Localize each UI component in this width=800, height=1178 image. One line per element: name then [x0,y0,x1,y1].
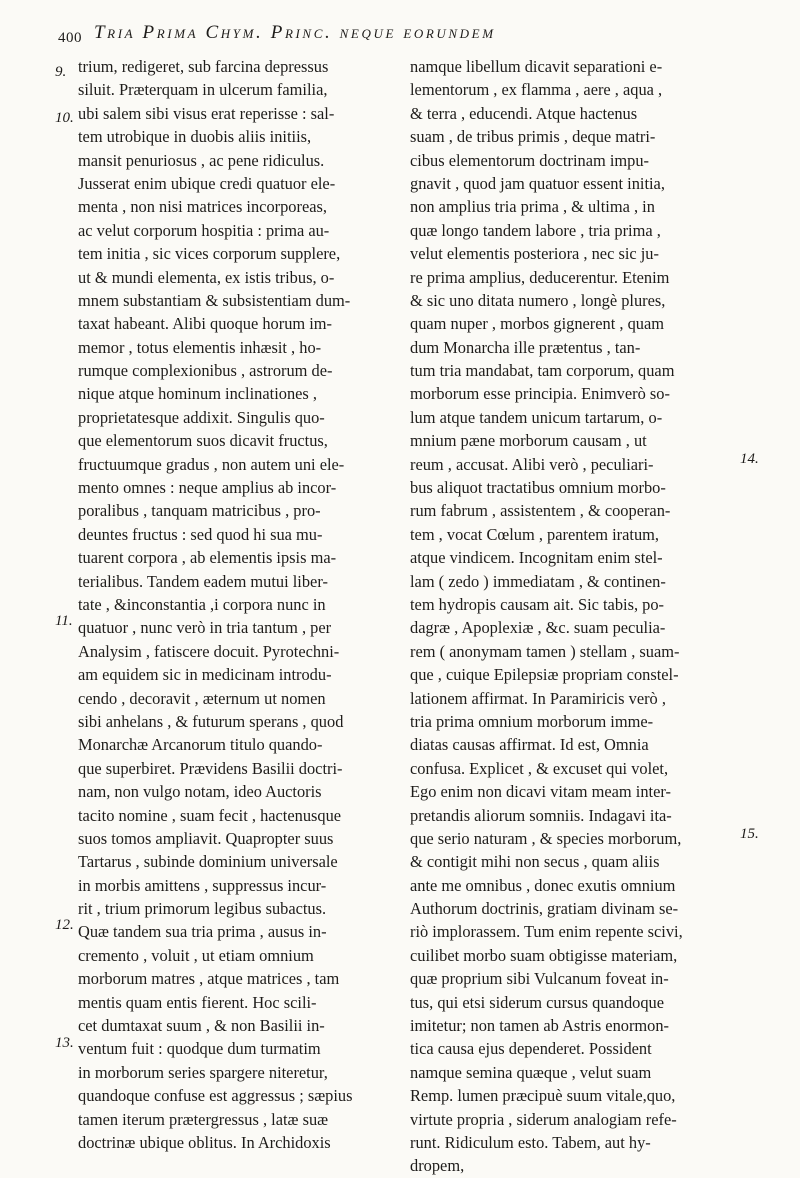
text-line: atque vindicem. Incognitam enim stel- [410,548,663,568]
text-line: confusa. Explicet , & excuset qui volet, [410,758,669,778]
text-line: tuarent corpora , ab elementis ipsis ma- [78,548,337,568]
margin-number: 14. [740,451,759,467]
text-line: morborum esse principia. Enimverò so- [410,384,670,404]
text-line: tate , &inconstantia ,i corpora nunc in [78,594,326,614]
text-line: Authorum doctrinis, gratiam divinam se- [410,899,679,919]
text-line: tamen iterum prætergressus , latæ suæ [78,1109,329,1129]
text-line: runt. Ridiculum esto. Tabem, aut hy- [410,1132,651,1152]
text-line: mentis quam entis fierent. Hoc scili- [78,992,317,1012]
text-line: namque semina quæque , velut suam [410,1062,652,1082]
text-line: riò implorassem. Tum enim repente scivi, [410,922,683,942]
text-line: quæ longo tandem labore , tria prima , [410,220,661,240]
text-line: cibus elementorum doctrinam impu- [410,150,649,170]
text-line: mnem substantiam & subsistentiam dum- [78,290,351,310]
text-line: ubi salem sibi visus erat reperisse : sal- [78,103,335,123]
right-text-column [410,55,728,1178]
margin-number: 15. [740,826,759,842]
text-line: terialibus. Tandem eadem mutui liber- [78,571,328,591]
margin-number: 9. [55,64,67,80]
text-line: quam nuper , morbos gignerent , quam [410,314,664,334]
text-line: tum tria mandabat, tam corporum, quam [410,361,675,381]
text-line: Remp. lumen præcipuè suum vitale,quo, [410,1086,676,1106]
page-number: 400 [58,30,82,46]
text-line: in morbis amittens , suppressus incur- [78,875,327,895]
text-line: tria prima omnium morborum imme- [410,711,654,731]
text-line: rem ( anonymam tamen ) stellam , suam- [410,641,680,661]
text-line: tem , vocat Cœlum , parentem iratum, [410,524,659,544]
text-line: rum fabrum , assistentem , & cooperan- [410,501,671,521]
text-line: memor , totus elementis inhæsit , ho- [78,337,322,357]
text-line: que , cuique Epilepsiæ propriam constel- [410,665,679,685]
text-line: ante me omnibus , donec exutis omnium [410,875,676,895]
text-line: ventum fuit : quodque dum turmatim [78,1039,321,1059]
text-line: mnium pæne morborum causam , ut [410,431,647,451]
text-line: velut elementis posteriora , nec sic ju- [410,244,659,264]
text-line: cendo , decoravit , æternum ut nomen [78,688,326,708]
text-line: non amplius tria prima , & ultima , in [410,197,655,217]
text-line: lationem affirmat. In Paramiricis verò , [410,688,666,708]
text-line: dagræ , Apoplexiæ , &c. suam peculia- [410,618,666,638]
text-line: imitetur; non tamen ab Astris enormon- [410,1016,670,1036]
text-line: que superbiret. Prævidens Basilii doctri- [78,758,343,778]
running-head: Tria Prima Chym. Princ. neque eorundem [94,22,496,43]
text-line: & terra , educendi. Atque hactenus [410,103,638,123]
text-line: fructuumque gradus , non autem uni ele- [78,454,345,474]
text-line: que serio naturam , & species morborum, [410,828,682,848]
text-line: mansit penuriosus , ac pene ridiculus. [78,150,325,170]
text-line: gnavit , quod jam quatuor essent initia, [410,173,665,193]
text-line: taxat habeant. Alibi quoque horum im- [78,314,332,334]
text-line: quandoque confuse est aggressus ; sæpius [78,1086,353,1106]
left-text-column [78,55,390,1154]
text-line: ut & mundi elementa, ex istis tribus, o- [78,267,335,287]
text-line: dum Monarcha ille prætentus , tan- [410,337,641,357]
text-line: lum atque tandem unicum tartarum, o- [410,407,663,427]
text-line: trium, redigeret, sub farcina depressus [78,57,329,76]
text-line: tem utrobique in duobis aliis initiis, [78,127,312,147]
text-line: Jusserat enim ubique credi quatuor ele- [78,173,336,193]
text-line: am equidem sic in medicinam introdu- [78,665,332,685]
text-line: proprietatesque addixit. Singulis quo- [78,407,325,427]
text-line: nam, non vulgo notam, ideo Auctoris [78,782,322,802]
text-line: rumque complexionibus , astrorum de- [78,361,333,381]
text-line: tacito nomine , suam fecit , hactenusque [78,805,342,825]
text-line: quatuor , nunc verò in tria tantum , per [78,618,332,638]
text-line: rit , trium primorum legibus subactus. [78,899,327,919]
text-line: pretandis aliorum somniis. Indagavi ita- [410,805,672,825]
text-line: deuntes fructus : sed quod hi sua mu- [78,524,323,544]
text-line: nique atque hominum inclinationes , [78,384,317,404]
text-line: namque libellum dicavit separationi e- [410,57,663,76]
text-line: dropem, [410,1156,465,1176]
text-line: Quæ tandem sua tria prima , ausus in- [78,922,327,942]
text-line: reum , accusat. Alibi verò , peculiari- [410,454,654,474]
text-line: tem hydropis causam ait. Sic tabis, po- [410,594,665,614]
text-line: que elementorum suos dicavit fructus, [78,431,328,451]
text-line: Analysim , fatiscere docuit. Pyrotechni- [78,641,340,661]
text-line: & sic uno ditata numero , longè plures, [410,290,666,310]
text-line: menta , non nisi matrices incorporeas, [78,197,327,217]
text-line: lam ( zedo ) immediatam , & continen- [410,571,666,591]
margin-number: 12. [55,917,74,933]
text-line: Ego enim non dicavi vitam meam inter- [410,782,671,802]
text-line: mento omnes : neque amplius ab incor- [78,478,337,498]
text-line: poralibus , tanquam matricibus , pro- [78,501,321,521]
text-line: lementorum , ex flamma , aere , aqua , [410,80,663,100]
text-line: re prima amplius, deducerentur. Etenim [410,267,670,287]
text-line: suos tomos ampliavit. Quapropter suus [78,828,334,848]
text-line: sibi anhelans , & futurum sperans , quod [78,711,344,731]
text-line: tica causa ejus dependeret. Possident [410,1039,652,1059]
text-line: & contigit mihi non secus , quam aliis [410,852,660,872]
text-line: doctrinæ ubique oblitus. In Archidoxis [78,1132,331,1152]
text-line: bus aliquot tractatibus omnium morbo- [410,478,666,498]
text-line: tem initia , sic vices corporum supplere, [78,244,341,264]
page-header [58,16,778,48]
text-line: quæ proprium sibi Vulcanum foveat in- [410,969,669,989]
text-line: cremento , voluit , ut etiam omnium [78,945,314,965]
margin-number: 13. [55,1035,74,1051]
margin-number: 10. [55,110,74,126]
text-line: tus, qui etsi siderum cursus quandoque [410,992,665,1012]
text-line: virtute propria , siderum analogiam refe- [410,1109,677,1129]
text-line: diatas causas affirmat. Id est, Omnia [410,735,649,755]
text-line: in morborum series spargere niteretur, [78,1062,328,1082]
text-line: suam , de tribus primis , deque matri- [410,127,656,147]
text-line: ac velut corporum hospitia : prima au- [78,220,330,240]
text-line: Monarchæ Arcanorum titulo quando- [78,735,323,755]
margin-number: 11. [55,613,73,629]
text-line: morborum matres , atque matrices , tam [78,969,340,989]
text-line: siluit. Præterquam in ulcerum familia, [78,80,328,100]
text-line: cet dumtaxat suum , & non Basilii in- [78,1016,325,1036]
text-line: cuilibet morbo suam obtigisse materiam, [410,945,678,965]
text-line: Tartarus , subinde dominium universale [78,852,338,872]
